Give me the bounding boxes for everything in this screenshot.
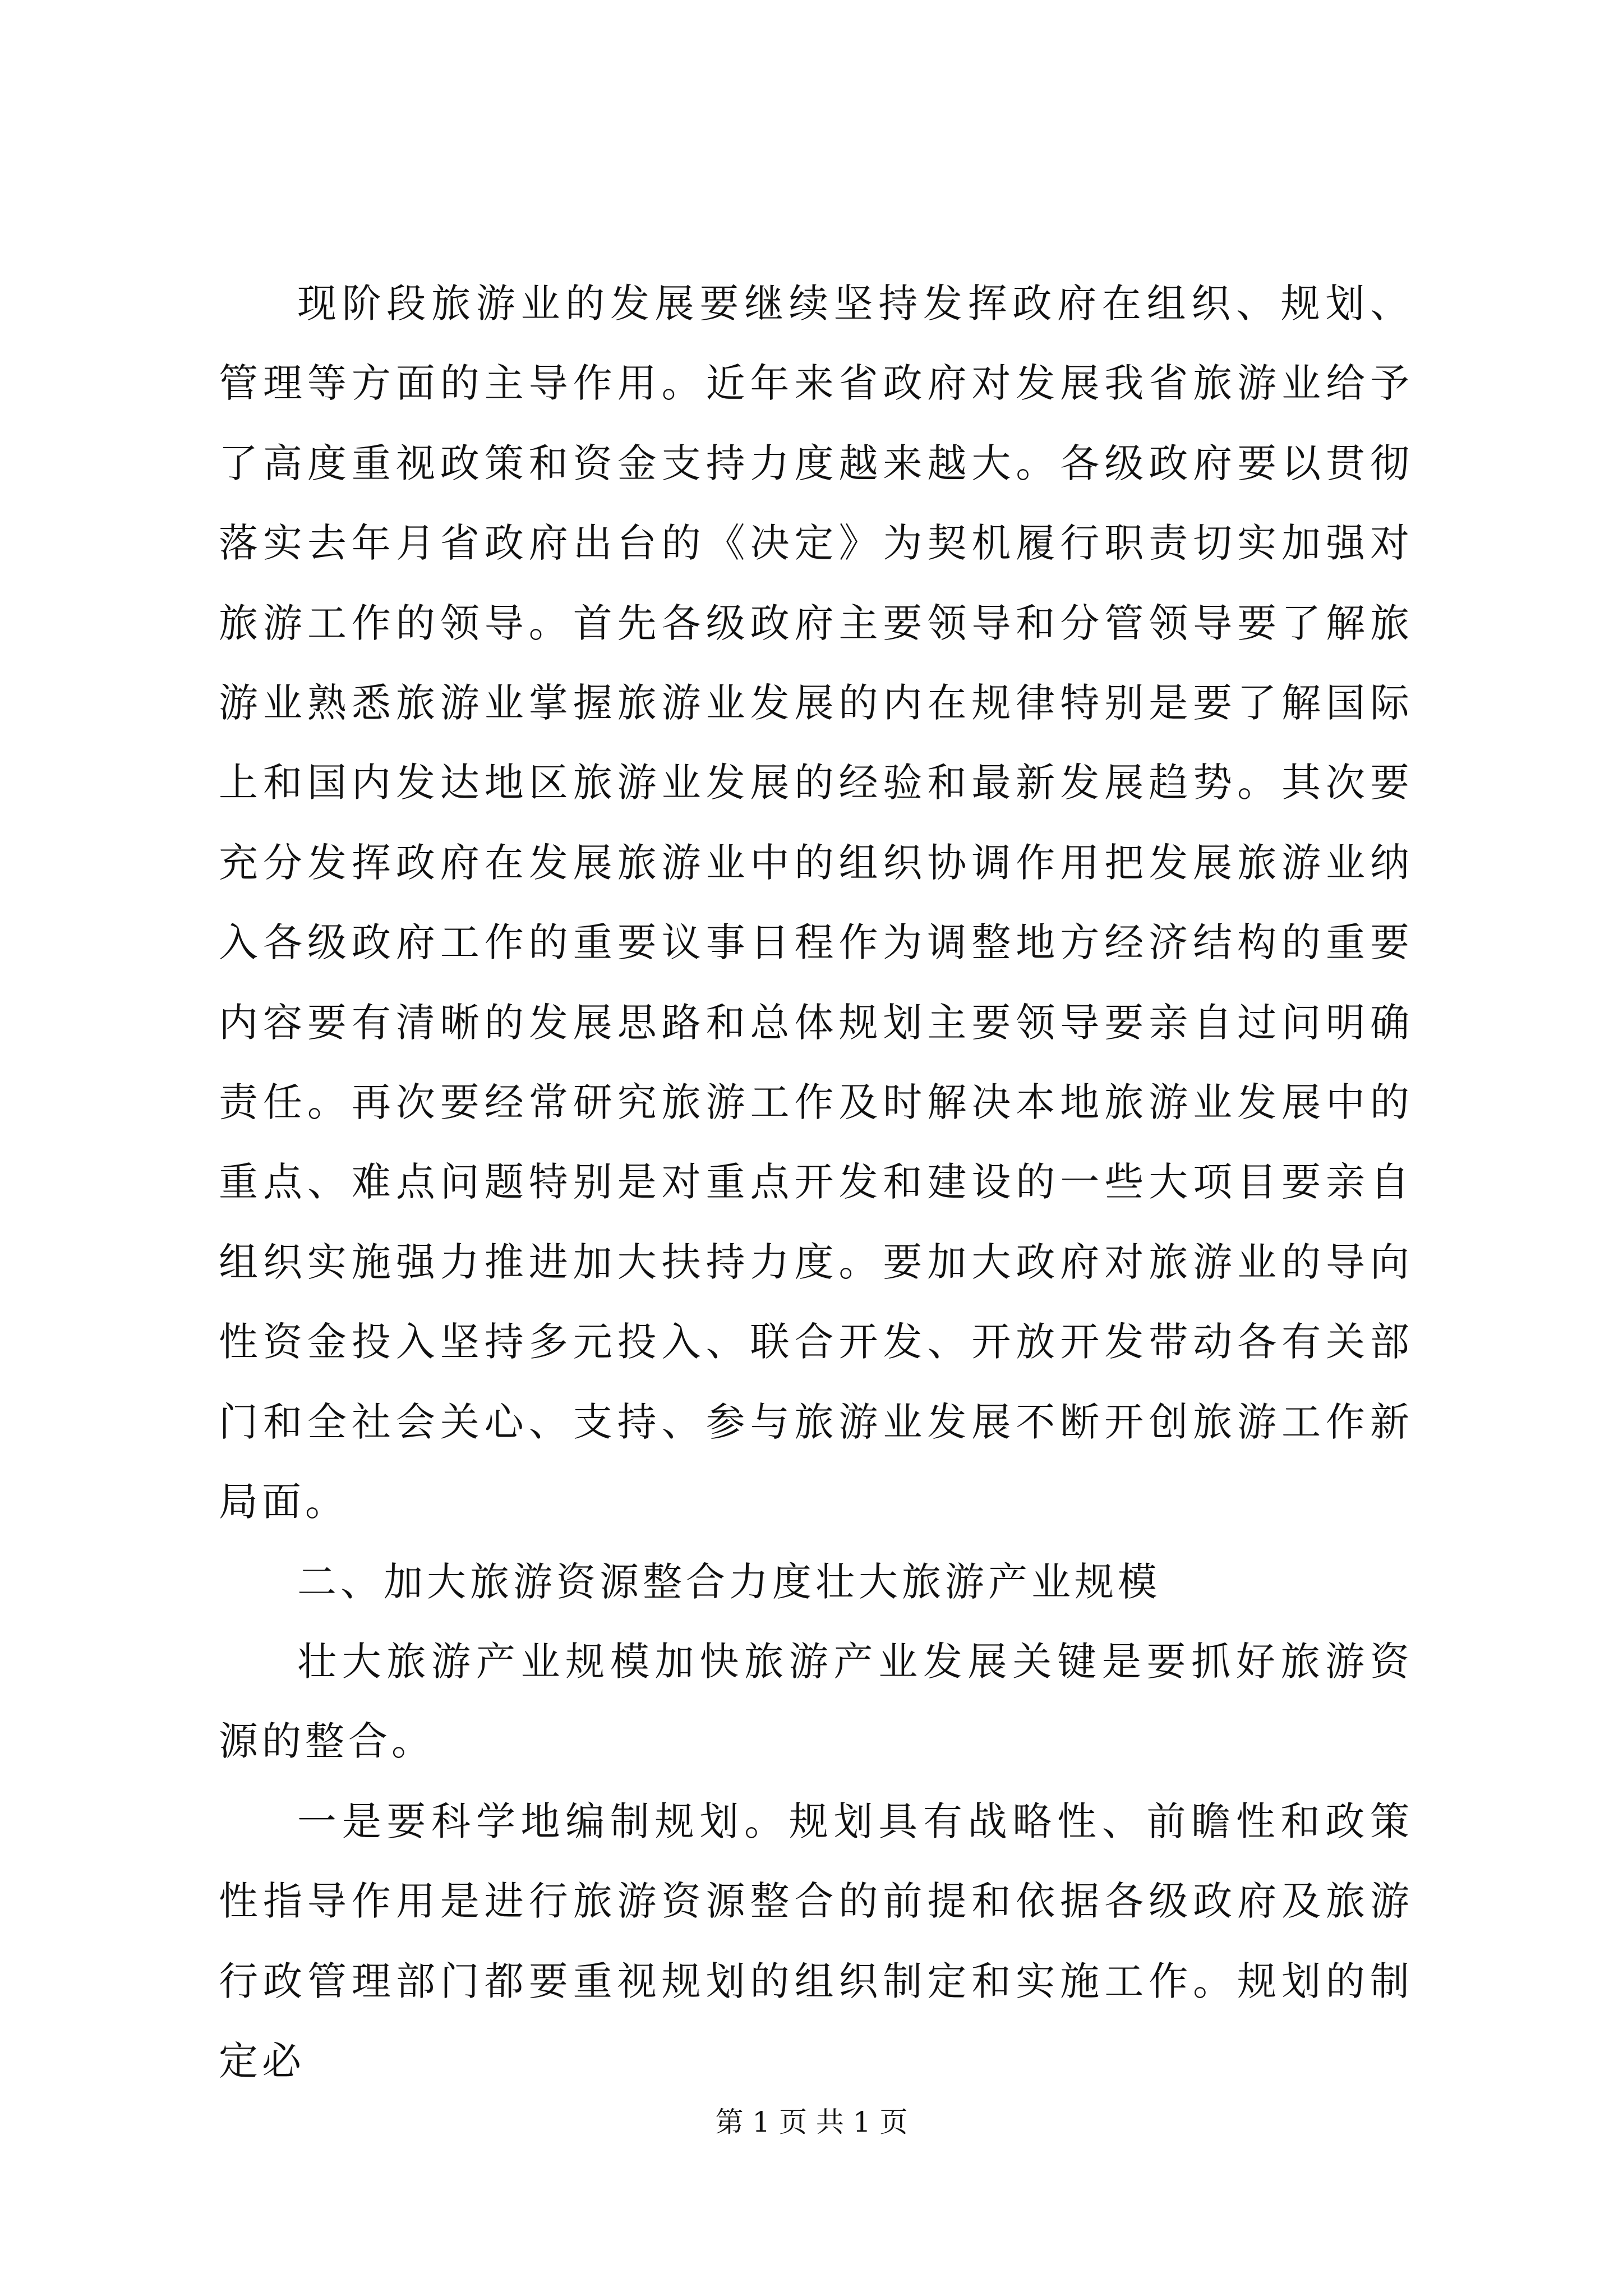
- paragraph-industry-scale: 壮大旅游产业规模加快旅游产业发展关键是要抓好旅游资源的整合。: [219, 1638, 1413, 1765]
- paragraph-government-role: 现阶段旅游业的发展要继续坚持发挥政府在组织、规划、管理等方面的主导作用。近年来省政府对发展我省旅游业给予了高度重视政策和资金支持力度越来越大。各级政府要以贯彻落实去年月省政府出台的《决定》为契机履行职责切实加强对旅游工作的领导。首先各级政府主要领导和分管领导要了解旅游业熟悉旅游业掌握旅游业发展的内在规律特别是要了解国际上和国内发达地区旅游业发展的经验和最新发展趋势。其次要充分发挥政府在发展旅游业中的组织协调作用把发展旅游业纳入各级政府工作的重要议事日程作为调整地方经济结构的重要内容要有清晰的发展思路和总体规划主要领导要亲自过问明确责任。再次要经常研究旅游工作及时解决本地旅游业发展中的重点、难点问题特别是对重点开发和建设的一些大项目要亲自组织实施强力推进加大扶持力度。要加大政府对旅游业的导向性资金投入坚持多元投入、联合开发、开放开发带动各有关部门和全社会关心、支持、参与旅游业发展不断开创旅游工作新局面。: [219, 280, 1413, 1525]
- paragraph-planning: 一是要科学地编制规划。规划具有战略性、前瞻性和政策性指导作用是进行旅游资源整合的前提和依据各级政府及旅游行政管理部门都要重视规划的组织制定和实施工作。规划的制定必: [219, 1798, 1413, 2084]
- page-number-footer: 第 1 页 共 1 页: [715, 2106, 908, 2138]
- section-heading-resource-integration: 二、加大旅游资源整合力度壮大旅游产业规模: [297, 1558, 1161, 1605]
- document-body: [219, 264, 1413, 2101]
